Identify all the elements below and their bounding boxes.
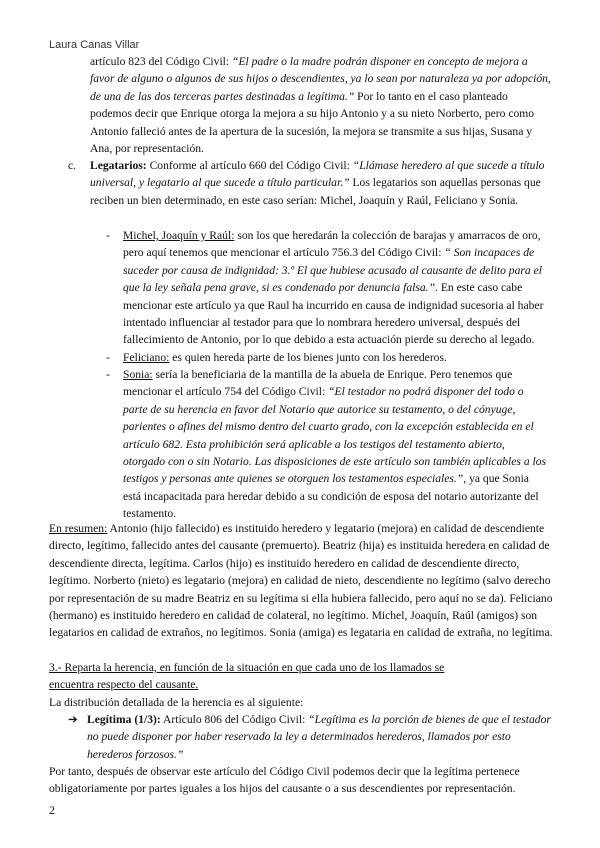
mejora-paragraph (90, 53, 552, 157)
subitem-feliciano (123, 349, 548, 366)
summary-paragraph (49, 520, 559, 642)
legal-quote: “El testador no podrá disponer del todo o parte de su herencia en favor del Notario que autorice su testamento, o del cónyuge, parientes o afines del mismo dentro del cuarto grado, con la excepción establecida en el artículo 682. Esta prohibición será aplicable a los testigos del testamento abierto, otorgado con o sin Notario. Las disposiciones de este artículo son también aplicables a los testigos y personas ante quienes se otorguen los testamentos especiales.” (123, 385, 547, 486)
legitima-item (87, 711, 552, 763)
item-label: Legítima (1/3): (87, 713, 161, 726)
legatarios-item (90, 157, 552, 209)
text: son los que heredarán la colección de barajas y amarracos de oro, pero aquí tenemos que mencionar el artículo 756.3 del Código Civil: (123, 229, 541, 260)
text: Los legatarios son aquellas personas que reciben un bien determinado, en este caso serían: Michel, Joaquín y Raúl, Feliciano y Sonia. (90, 176, 541, 207)
legal-quote: “ Son incapaces de suceder por causa de indignidad: 3.º El que hubiese acusado al causante de delito para el que la ley señala pena grave, si es condenado por denuncia falsa.” (123, 246, 542, 295)
subitem-michel (123, 227, 548, 349)
legal-quote: “Llámase heredero al que sucede a título universal, y legatario al que sucede a título particular.” (90, 159, 545, 190)
summary-label: En resumen: (49, 522, 108, 535)
subitem-sonia (123, 366, 548, 523)
item-label: Feliciano: (123, 351, 170, 364)
page-header-author: Laura Canas Villar (49, 39, 140, 51)
text: artículo 823 del Código Civil: (90, 55, 233, 68)
arrow-bullet-icon: ➔ (68, 713, 78, 726)
legal-quote: “El padre o la madre podrán disponer en concepto de mejora a favor de alguno o algunos de sus hijos o descendientes, ya lo sean por naturaleza ya por adopción, de una de las dos terceras partes destinadas a legítima.” (90, 55, 551, 103)
text: . En este caso cabe mencionar este artículo ya que Raul ha incurrido en causa de indignidad sucesoria al haber intentado influenciar al testador para que lo nombrara heredero universal, después del fallecimiento de Antonio, por lo que debido a esta actuación pierde su derecho al legado. (123, 281, 544, 347)
list-marker: - (106, 351, 110, 364)
page-number: 2 (49, 803, 55, 817)
text: es quien hereda parte de los bienes junto con los herederos. (169, 351, 447, 364)
item-label: Legatarios: (90, 159, 147, 172)
section-3-heading: 3.- Reparta la herencia, en función de la situación en que cada uno de los llamados se encuentra respecto del causante. (49, 661, 445, 692)
item-label: Michel, Joaquín y Raúl: (123, 229, 235, 242)
legal-quote: “Legítima es la porción de bienes de que el testador no puede disponer por haber reservado la ley a determinados herederos, llamados por esto herederos forzosos.” (87, 713, 551, 761)
list-marker: - (106, 229, 110, 242)
item-label: Sonia: (123, 368, 153, 381)
text: sería la beneficiaria de la mantilla de la abuela de Enrique. Pero tenemos que mencionar el artículo 754 del Código Civil: (123, 368, 513, 399)
text: Por lo tanto en el caso planteado podemos decir que Enrique otorga la mejora a su hijo Antonio y a su nieto Norberto, pero como Antonio falleció antes de la apertura de la sucesión, la mejora se transmite a sus hijas, Susana y Ana, por representación. (90, 89, 535, 156)
list-marker: c. (68, 159, 77, 172)
text: Conforme al artículo 660 del Código Civil: (146, 159, 353, 172)
conclusion-paragraph: Por tanto, después de observar este artículo del Código Civil podemos decir que la legítima pertenece obligatoriamente por partes iguales a los hijos del causante o a sus descendientes por representación. (49, 765, 520, 796)
section-3-intro: La distribución detallada de la herencia es al siguiente: (49, 696, 304, 709)
text: , ya que Sonia está incapacitada para heredar debido a su condición de esposa del notario autorizante del testamento. (123, 472, 539, 521)
list-marker: - (106, 368, 110, 381)
text: Antonio (hijo fallecido) es instituido heredero y legatario (mejora) en calidad de descendiente directo, legítimo, fallecido antes del causante (premuerto). Beatriz (hija) es instituida heredera en calidad de descendiente directa, legítima. Carlos (hijo) es instituido heredero en calidad de descendiente directo, legítimo. Norberto (nieto) es legatario (mejora) en calidad de nieto, descendiente no legítimo (salvo derecho por representación de su madre Beatriz en su legítima si ella hubiera fallecido, pero aquí no se da). Feliciano (hermano) es instituido heredero en calidad de colateral, no legítimo. Michel, Joaquín, Raúl (amigos) son legatarios en calidad de extraños, no legítimos. Sonia (amiga) es legataria en calidad de extraña, no legítima. (49, 522, 553, 640)
text: Artículo 806 del Código Civil: (160, 713, 309, 726)
